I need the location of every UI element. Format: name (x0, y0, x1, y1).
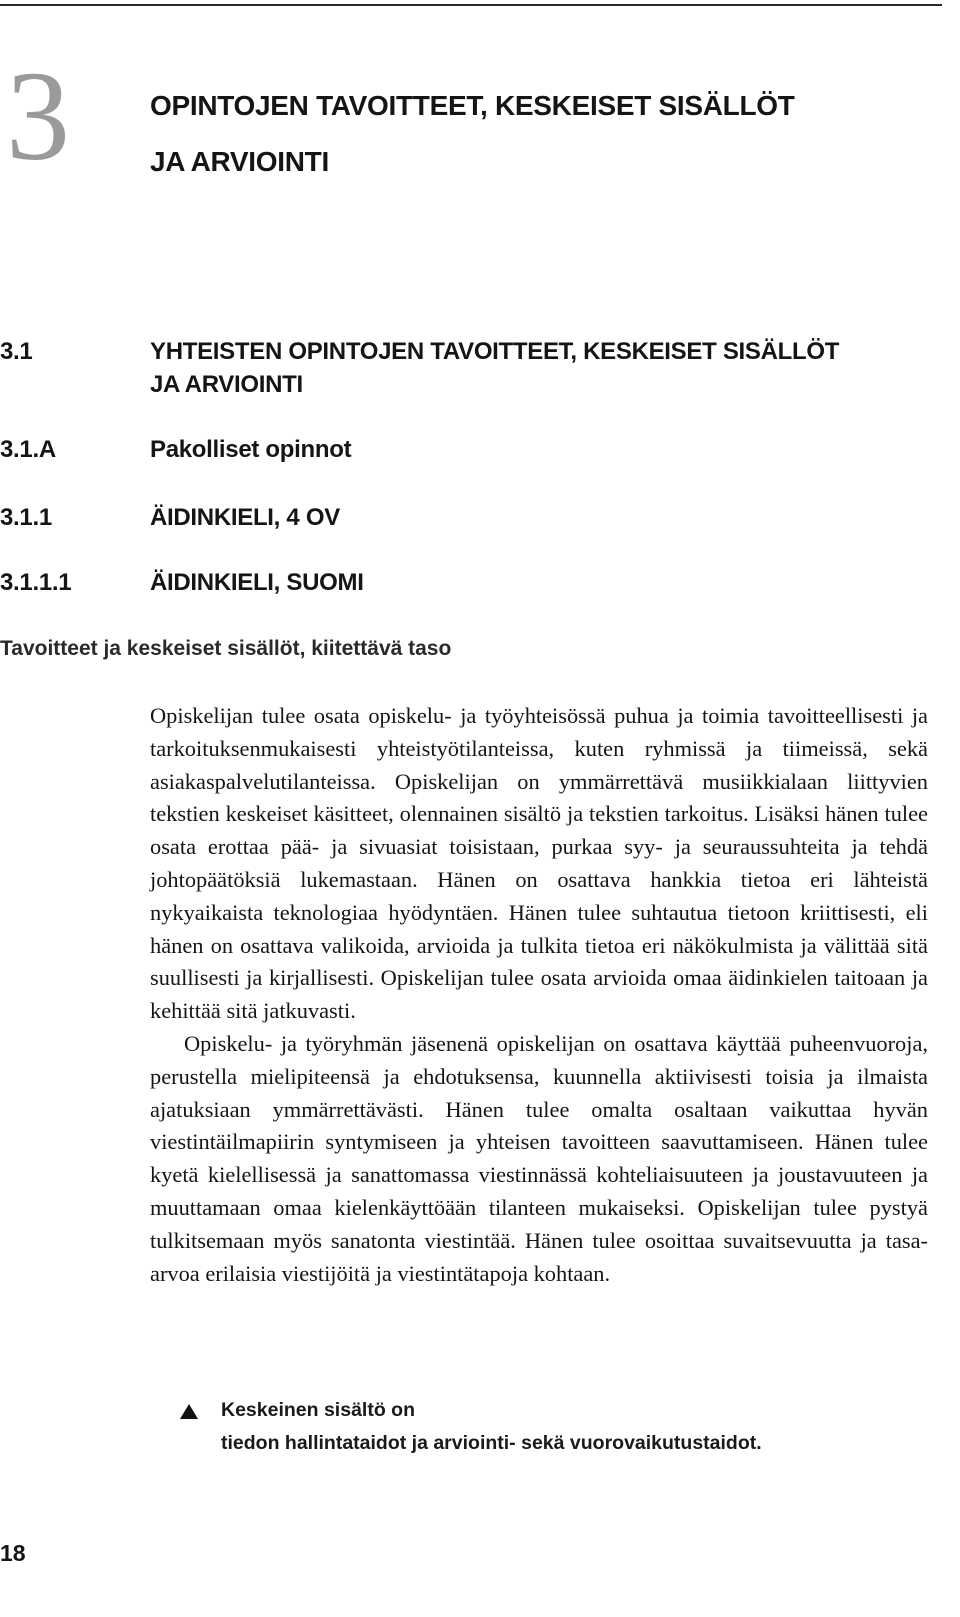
section-title (150, 433, 910, 466)
section-title (150, 566, 910, 599)
section-number: 3.1.1.1 (0, 569, 72, 596)
paragraph: Opiskelijan tulee osata opiskelu- ja työyhteisössä puhua ja toimia tavoitteellisesti ja tarkoituksenmukaisesti yhteistyötilanteissa, kuten ryhmissä ja tiimeissä, sekä asiakaspalvelutilanteissa. Opiskelijan on ymmärrettävä musiikkialaan liittyvien tekstien keskeiset käsitteet, olennainen sisältö ja tekstien tarkoitus. Lisäksi hänen tulee osata erottaa pää- ja sivuasiat toisistaan, purkaa syy- ja seuraussuhteita ja tehdä johtopäätöksiä lukemastaan. Hänen on osattava hankkia tietoa eri lähteistä nykyaikaista teknologiaa hyödyntäen. Hänen tulee suhtautua tietoon kriittisesti, eli hänen on osattava valikoida, arvioida ja tulkita tietoa eri näkökulmista ja välittää sitä suullisesti ja kirjallisesti. Opiskelijan tulee osata arvioida omaa äidinkielen taitoaan ja kehittää sitä jatkuvasti. (150, 703, 928, 1024)
section-title-line: YHTEISTEN OPINTOJEN TAVOITTEET, KESKEISET SISÄLLÖT (150, 338, 840, 365)
body-text (150, 700, 928, 1290)
section-title-line: Pakolliset opinnot (150, 436, 352, 463)
section-number: 3.1 (0, 338, 33, 365)
subheading: Tavoitteet ja keskeiset sisällöt, kiitettävä taso (0, 637, 452, 660)
section-number: 3.1.A (0, 436, 56, 463)
triangle-bullet-icon (180, 1404, 198, 1419)
chapter-number: 3 (6, 45, 70, 187)
top-rule (0, 4, 942, 6)
chapter-title-line: JA ARVIOINTI (150, 146, 329, 177)
chapter-title (150, 78, 910, 190)
page-number: 18 (0, 1540, 26, 1566)
key-content-label: Keskeinen sisältö on (221, 1399, 415, 1421)
section-title (150, 501, 910, 534)
section-title-line: JA ARVIOINTI (150, 371, 303, 398)
paragraph: Opiskelu- ja työryhmän jäsenenä opiskelijan on osattava käyttää puheenvuoroja, perustella mielipiteensä ja ehdotuksensa, kuunnella aktiivisesti toisia ja ilmaista ajatuksiaan ymmärrettävästi. Hänen tulee omalta osaltaan vaikuttaa hyvän viestintäilmapiirin syntymiseen ja yhteisen tavoitteen saavuttamiseen. Hänen tulee kyetä kielellisessä ja sanattomassa viestinnässä kohteliaisuuteen ja joustavuuteen ja muuttamaan omaa kielenkäyttöään tilanteen mukaiseksi. Opiskelijan tulee pystyä tulkitsemaan myös sanatonta viestintää. Hänen tulee osoittaa suvaitsevuutta ja tasa-arvoa erilaisia viestijöitä ja viestintätapoja kohtaan. (150, 1030, 928, 1286)
chapter-title-line: OPINTOJEN TAVOITTEET, KESKEISET SISÄLLÖT (150, 90, 795, 121)
section-title (150, 335, 910, 401)
section-title-line: ÄIDINKIELI, SUOMI (150, 569, 364, 596)
section-title-line: ÄIDINKIELI, 4 OV (150, 504, 340, 531)
section-number: 3.1.1 (0, 504, 52, 531)
key-content-text: tiedon hallintataidot ja arviointi- sekä vuorovaikutustaidot. (221, 1432, 762, 1454)
